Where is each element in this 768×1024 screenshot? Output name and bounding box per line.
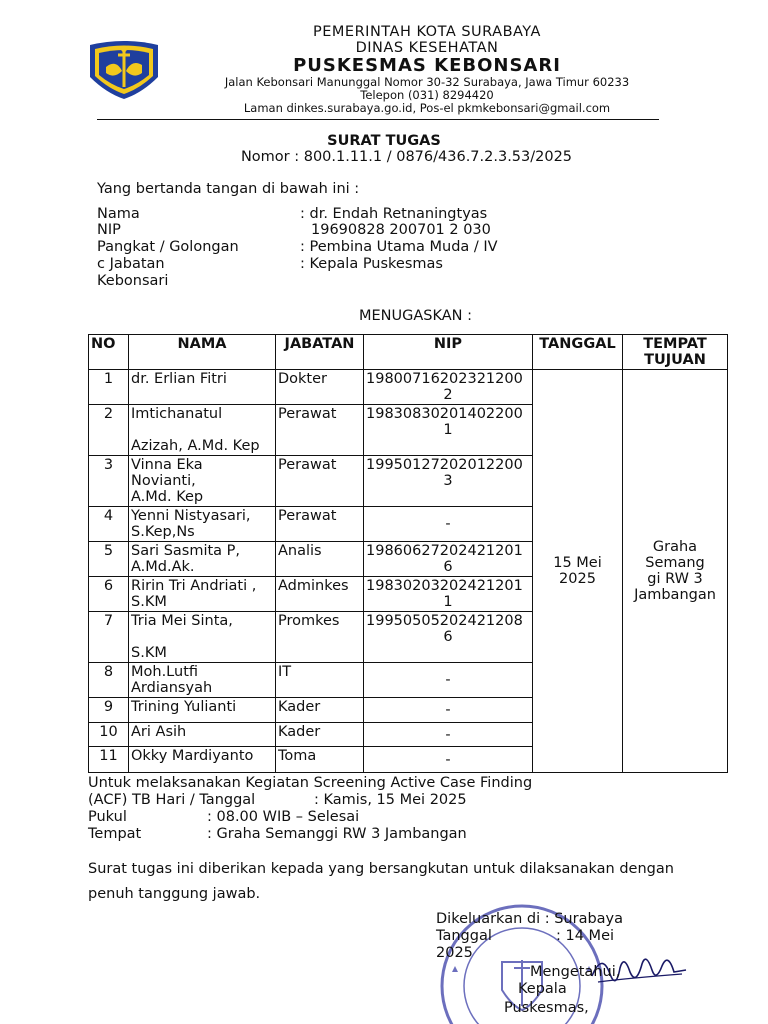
label-nama: Nama [97, 206, 140, 222]
header-tanggal: TANGGAL [533, 335, 623, 370]
label-jabatan: c Jabatan [97, 256, 165, 272]
cell-nip: 19800716202321200 2 [364, 370, 533, 405]
cell-nama: Ririn Tri Andriati , S.KM [129, 577, 276, 612]
header-tempat-tujuan: TEMPAT TUJUAN [623, 335, 728, 370]
intro-text: Yang bertanda tangan di bawah ini : [97, 181, 360, 197]
cell-nip: - [364, 663, 533, 698]
value-jabatan: : Kepala Puskesmas [300, 256, 443, 272]
issued-year: 2025 [436, 945, 473, 961]
cell-jabatan: Adminkes [276, 577, 364, 612]
letterhead-address: Jalan Kebonsari Manunggal Nomor 30-32 Surabaya, Jawa Timur 60233 [224, 75, 630, 89]
purpose-line1: Untuk melaksanakan Kegiatan Screening Active Case Finding [88, 775, 533, 791]
closing-line1: Surat tugas ini diberikan kepada yang bersangkutan untuk dilaksanakan dengan [88, 861, 674, 877]
cell-no: 3 [89, 456, 129, 507]
cell-nama: Tria Mei Sinta, S.KM [129, 612, 276, 663]
purpose-time-label: Pukul [88, 809, 127, 825]
cell-nip: 19950505202421208 6 [364, 612, 533, 663]
cell-no: 1 [89, 370, 129, 405]
cell-jabatan: Kader [276, 723, 364, 747]
cell-no: 7 [89, 612, 129, 663]
header-nama: NAMA [129, 335, 276, 370]
header-jabatan: JABATAN [276, 335, 364, 370]
cell-nama: Vinna Eka Novianti, A.Md. Kep [129, 456, 276, 507]
value-nama: : dr. Endah Retnaningtyas [300, 206, 488, 222]
closing-line2: penuh tanggung jawab. [88, 886, 261, 902]
surabaya-city-logo [86, 37, 162, 99]
cell-jabatan: Toma [276, 747, 364, 773]
header-nip: NIP [364, 335, 533, 370]
cell-jabatan: Promkes [276, 612, 364, 663]
assignment-heading: MENUGASKAN : [359, 308, 473, 324]
purpose-date-label: (ACF) TB Hari / Tanggal [88, 792, 256, 808]
cell-jabatan: Perawat [276, 456, 364, 507]
cell-jabatan: Perawat [276, 507, 364, 542]
purpose-place-label: Tempat [88, 826, 142, 842]
cell-no: 11 [89, 747, 129, 773]
cell-tempat-tujuan: Graha Semang gi RW 3 Jambangan [623, 370, 728, 773]
cell-nip: 19830830201402200 1 [364, 405, 533, 456]
cell-nip: - [364, 723, 533, 747]
label-pangkat: Pangkat / Golongan [97, 239, 239, 255]
signer-title: Kepala [518, 981, 567, 997]
value-pangkat: : Pembina Utama Muda / IV [300, 239, 498, 255]
cell-nip: 19860627202421201 6 [364, 542, 533, 577]
letterhead-institution: PUSKESMAS KEBONSARI [293, 55, 561, 76]
cell-nip: 19830203202421201 1 [364, 577, 533, 612]
cell-nama: Imtichanatul Azizah, A.Md. Kep [129, 405, 276, 456]
purpose-date-value: : Kamis, 15 Mei 2025 [314, 792, 467, 808]
value-nip: 19690828 200701 2 030 [311, 222, 491, 238]
cell-jabatan: Kader [276, 698, 364, 723]
cell-nip: 19950127202012200 3 [364, 456, 533, 507]
letter-number: Nomor : 800.1.11.1 / 0876/436.7.2.3.53/2025 [240, 149, 573, 165]
cell-nip: - [364, 698, 533, 723]
cell-nama: Sari Sasmita P, A.Md.Ak. [129, 542, 276, 577]
cell-nip: - [364, 747, 533, 773]
cell-jabatan: Dokter [276, 370, 364, 405]
purpose-place-value: : Graha Semanggi RW 3 Jambangan [207, 826, 467, 842]
table-header-row [89, 335, 728, 370]
cell-no: 6 [89, 577, 129, 612]
cell-no: 2 [89, 405, 129, 456]
acknowledged-label: Mengetahui, [530, 964, 621, 980]
cell-no: 9 [89, 698, 129, 723]
purpose-time-value: : 08.00 WIB – Selesai [207, 809, 360, 825]
cell-tanggal: 15 Mei 2025 [533, 370, 623, 773]
cell-nama: Ari Asih [129, 723, 276, 747]
cell-jabatan: Perawat [276, 405, 364, 456]
label-nip: NIP [97, 222, 121, 238]
letterhead-divider [97, 119, 659, 120]
cell-nama: Okky Mardiyanto [129, 747, 276, 773]
cell-nip: - [364, 507, 533, 542]
table-row [89, 370, 728, 405]
cell-no: 4 [89, 507, 129, 542]
letterhead-phone: Telepon (031) 8294420 [360, 88, 494, 102]
assignment-table [88, 334, 728, 773]
cell-no: 5 [89, 542, 129, 577]
issued-date-label: Tanggal [436, 928, 492, 944]
letterhead-web: Laman dinkes.surabaya.go.id, Pos-el pkmkebonsari@gmail.com [243, 101, 611, 115]
signer-institution: Puskesmas, [504, 1000, 589, 1016]
cell-nama: dr. Erlian Fitri [129, 370, 276, 405]
cell-no: 8 [89, 663, 129, 698]
letterhead-government: PEMERINTAH KOTA SURABAYA [313, 24, 541, 40]
cell-jabatan: IT [276, 663, 364, 698]
cell-no: 10 [89, 723, 129, 747]
letterhead-department: DINAS KESEHATAN [355, 40, 499, 56]
letter-title: SURAT TUGAS [327, 133, 441, 149]
cell-nama: Moh.Lutfi Ardiansyah [129, 663, 276, 698]
header-no: NO [89, 335, 129, 370]
cell-jabatan: Analis [276, 542, 364, 577]
label-jabatan-cont: Kebonsari [97, 273, 169, 289]
issued-place: Dikeluarkan di : Surabaya [436, 911, 624, 927]
issued-date-value: : 14 Mei [556, 928, 615, 944]
cell-nama: Trining Yulianti [129, 698, 276, 723]
cell-nama: Yenni Nistyasari, S.Kep,Ns [129, 507, 276, 542]
